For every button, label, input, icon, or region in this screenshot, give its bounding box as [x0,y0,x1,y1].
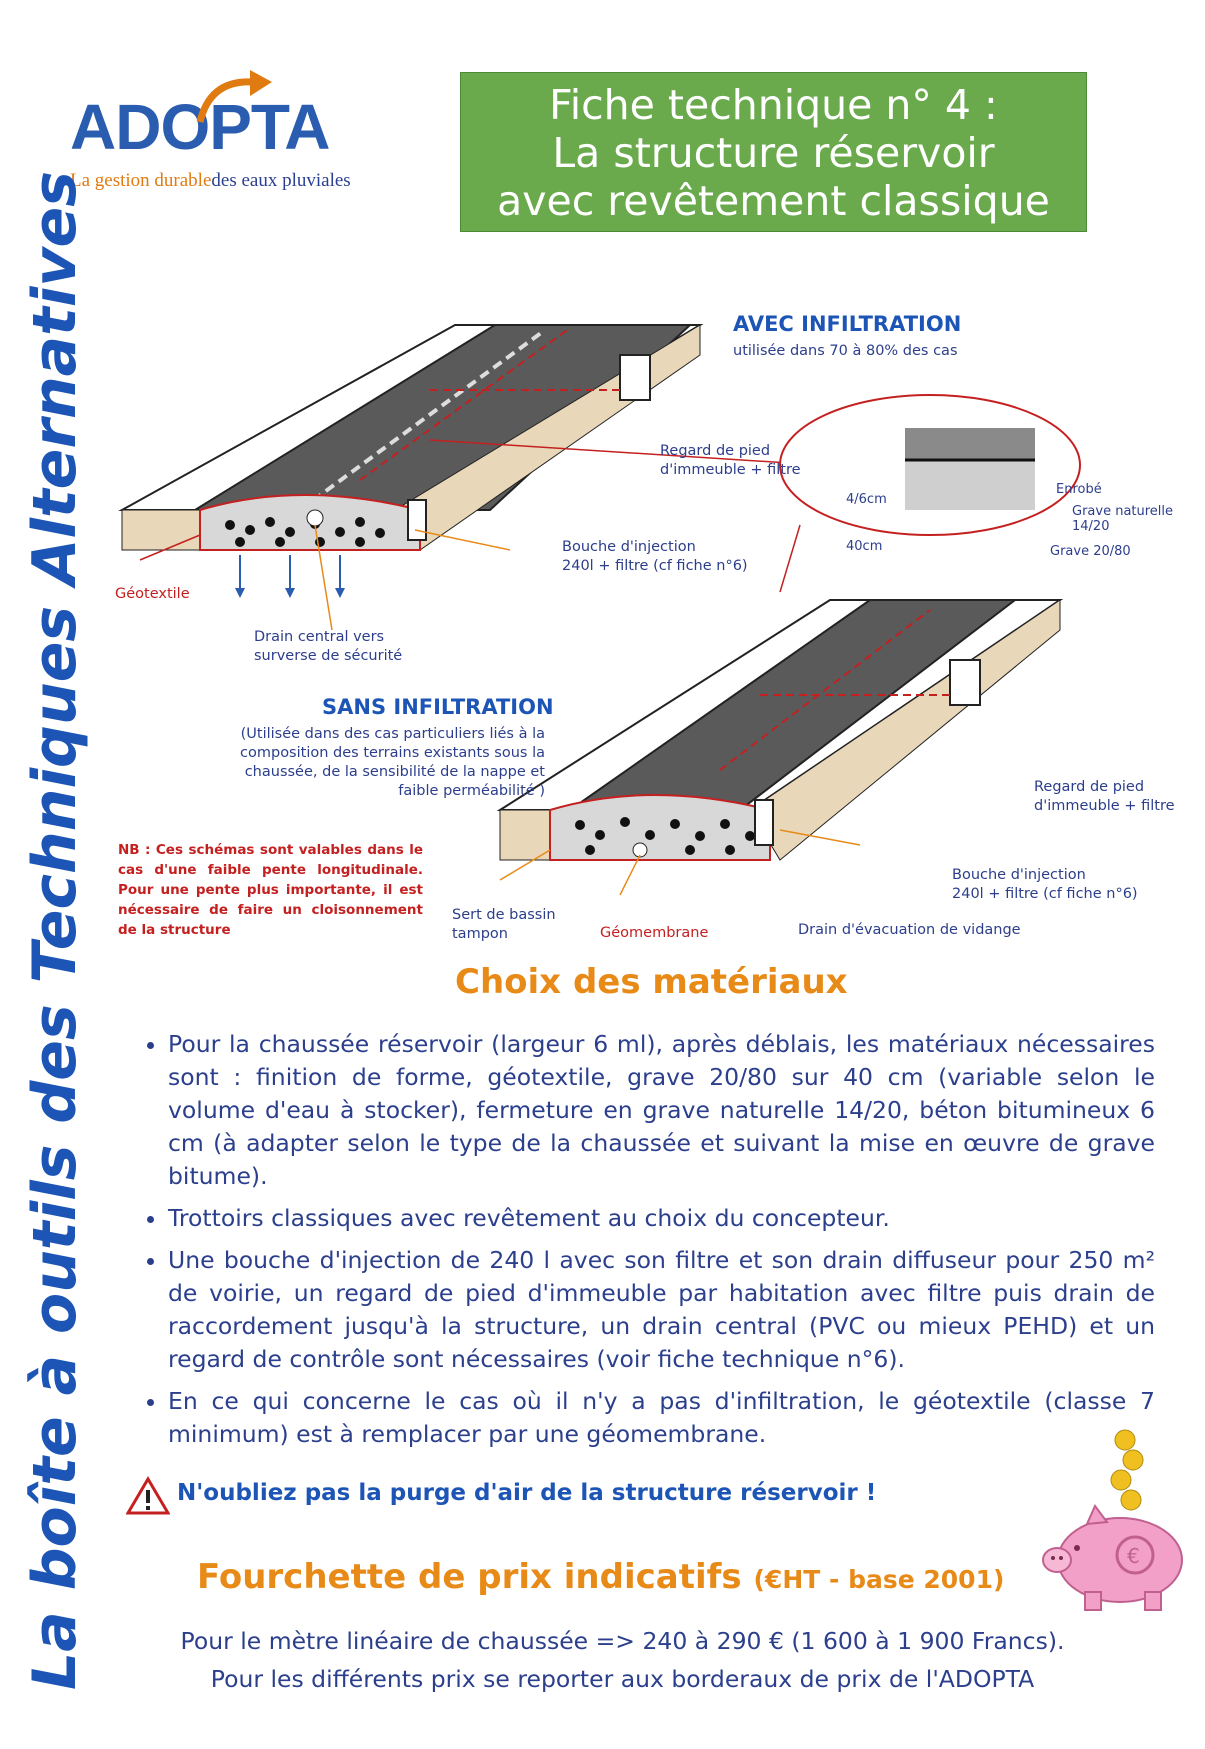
avec-sub: utilisée dans 70 à 80% des cas [733,343,958,359]
geomembrane-label: Géomembrane [600,925,709,941]
list-item: • En ce qui concerne le cas où il n'y a pas d'infiltration, le géotextile (classe 7 minimum) est à remplacer par une géomembrane. [168,1385,1155,1451]
grave-nat-l1: Grave naturelle [1072,504,1174,519]
title-box [460,72,1087,232]
regard2-l1: Regard de pied [1034,779,1145,795]
title-line-2: La structure réservoir [552,129,995,177]
logo-tagline [70,170,351,192]
grave-2080-label: Grave 20/80 [1050,544,1131,559]
logo-tag-2: des eaux pluviales [211,170,351,191]
price-heading [197,1557,1004,1597]
price-heading-small: (€HT - base 2001) [753,1565,1005,1594]
drain-evac-label: Drain d'évacuation de vidange [798,922,1021,938]
sans-heading: SANS INFILTRATION [322,695,554,719]
list-item: • Une bouche d'injection de 240 l avec son filtre et son drain diffuseur pour 250 m² de voirie, un regard de pied d'immeuble par habitation avec filtre puis drain de raccordement jusqu'à la structure, un drain central (PVC ou mieux PEHD) et un regard de contrôle sont nécessaires (voir fiche technique n°6). [168,1244,1155,1376]
bouche1-label [562,538,748,576]
piggy-bank-icon [1035,1420,1205,1620]
materials-list [140,1028,1155,1460]
avec-heading: AVEC INFILTRATION [733,312,962,336]
geotextile-label: Géotextile [115,586,190,602]
price-line-1: Pour le mètre linéaire de chaussée => 240 à 290 € (1 600 à 1 900 Francs). [180,1627,1065,1655]
svg-text:€: € [1127,1544,1140,1568]
list-item: • Pour la chaussée réservoir (largeur 6 ml), après déblais, les matériaux nécessaires sont : finition de forme, géotextile, grave 20/80 sur 40 cm (variable selon le volume d'eau à stocker), fermeture en grave naturelle 14/20, béton bitumineux 6 cm (à adapter selon le type de la chaussée et suivant la mise en œuvre de grave bitume). [168,1028,1155,1193]
sert-label [452,906,556,944]
detail-40: 40cm [846,539,883,554]
sans-sub-l3: chaussée, de la sensibilité de la nappe et [244,764,545,780]
regard2-l2: d'immeuble + filtre [1034,798,1175,814]
road-without-infiltration [500,600,1060,895]
sans-sub-l1: (Utilisée dans des cas particuliers liés à la [240,726,545,742]
sert-l2: tampon [452,926,508,942]
sert-l1: Sert de bassin [452,907,556,923]
list-item: • Trottoirs classiques avec revêtement au choix du concepteur. [168,1202,1155,1235]
logo-word: ADOPTA [70,91,330,163]
layer-detail [780,395,1080,535]
warning-text: N'oubliez pas la purge d'air de la structure réservoir ! [177,1480,877,1506]
bouche2-l2: 240l + filtre (cf fiche n°6) [952,886,1138,902]
regard2-label [1034,778,1175,816]
sans-sub [210,725,545,801]
logo-arrow-icon [190,70,280,130]
side-title: La boîte à outils des Techniques Alternatives [20,171,90,1690]
grave-nat-label [1072,504,1173,534]
bouche2-label [952,866,1138,904]
title-line-1: Fiche technique n° 4 : [549,81,998,129]
regard1-l1: Regard de pied [660,443,771,459]
choix-heading: Choix des matériaux [455,962,848,1002]
bouche1-l1: Bouche d'injection [562,539,696,555]
enrobe-label: Enrobé [1056,482,1102,497]
adopta-logo [70,70,400,200]
bouche2-l1: Bouche d'injection [952,867,1086,883]
drain-central-l2: surverse de sécurité [254,648,403,664]
detail-46: 4/6cm [846,492,887,507]
title-line-3: avec revêtement classique [497,177,1050,225]
drain-central-l1: Drain central vers [254,629,385,645]
warning-icon [126,1476,170,1516]
sans-sub-l4: faible perméabilité ) [398,783,545,799]
price-heading-main: Fourchette de prix indicatifs [197,1557,742,1597]
regard1-l2: d'immeuble + filtre [660,462,801,478]
sans-sub-l2: composition des terrains existants sous la [240,745,545,761]
grave-nat-l2: 14/20 [1072,519,1110,534]
bouche1-l2: 240l + filtre (cf fiche n°6) [562,558,748,574]
logo-tag-1: La gestion durable [70,170,212,191]
nb-note: NB : Ces schémas sont valables dans le cas d'une faible pente longitudinale. Pour une pente plus importante, il est nécessaire de faire un cloisonnement de la structure [118,842,423,938]
price-line-2: Pour les différents prix se reporter aux borderaux de prix de l'ADOPTA [210,1665,1035,1693]
drain-central-label [254,628,402,666]
regard1-label [660,442,801,480]
